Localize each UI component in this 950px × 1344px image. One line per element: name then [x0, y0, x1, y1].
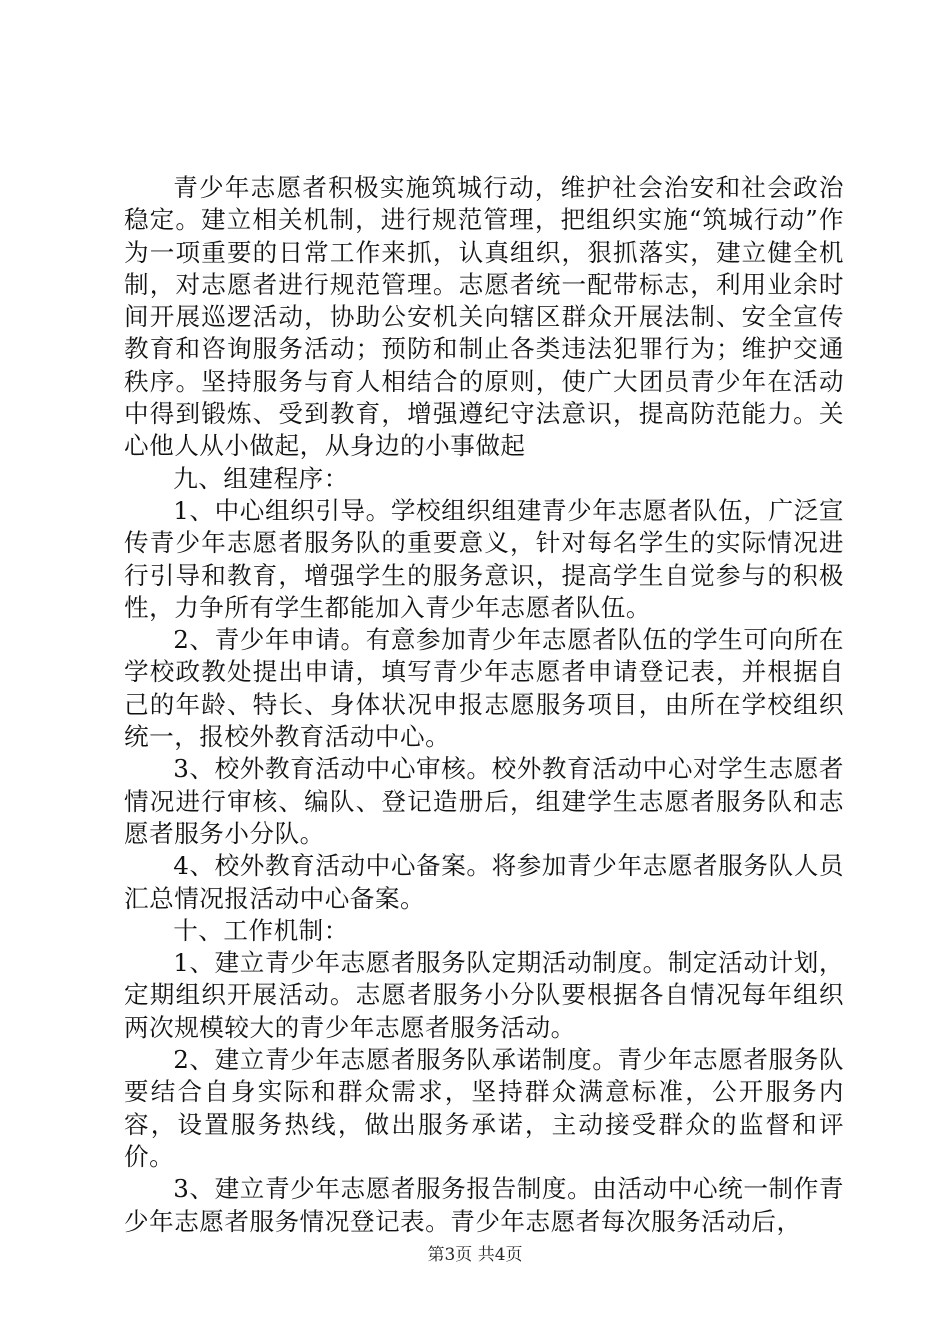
paragraph-step-3-review: 3、校外教育活动中心审核。校外教育活动中心对学生志愿者情况进行审核、编队、登记造册后，组建学生志愿者服务队和志愿者服务小分队。 [124, 754, 844, 848]
paragraph-mechanism-2-commitment: 2、建立青少年志愿者服务队承诺制度。青少年志愿者服务队要结合自身实际和群众需求，坚持群众满意标准，公开服务内容，设置服务热线，做出服务承诺，主动接受群众的监督和评价。 [124, 1045, 844, 1171]
document-body [124, 172, 844, 1238]
paragraph-filling-city-action: 青少年志愿者积极实施筑城行动，维护社会治安和社会政治稳定。建立相关机制，进行规范管理，把组织实施“筑城行动”作为一项重要的日常工作来抓，认真组织，狠抓落实，建立健全机制，对志愿者进行规范管理。志愿者统一配带标志，利用业余时间开展巡逻活动，协助公安机关向辖区群众开展法制、安全宣传教育和咨询服务活动；预防和制止各类违法犯罪行为；维护交通秩序。坚持服务与育人相结合的原则，使广大团员青少年在活动中得到锻炼、受到教育，增强遵纪守法意识，提高防范能力。关心他人从小做起，从身边的小事做起 [124, 173, 844, 461]
paragraph-step-4-filing: 4、校外教育活动中心备案。将参加青少年志愿者服务队人员汇总情况报活动中心备案。 [124, 851, 844, 913]
page-number-footer: 第3页 共4页 [427, 1245, 523, 1265]
paragraph-mechanism-3-reporting: 3、建立青少年志愿者服务报告制度。由活动中心统一制作青少年志愿者服务情况登记表。青少年志愿者每次服务活动后， [124, 1174, 844, 1236]
paragraph-mechanism-1-regular-activity: 1、建立青少年志愿者服务队定期活动制度。制定活动计划，定期组织开展活动。志愿者服务小分队要根据各自情况每年组织两次规模较大的青少年志愿者服务活动。 [124, 948, 844, 1042]
paragraph-step-2-application: 2、青少年申请。有意参加青少年志愿者队伍的学生可向所在学校政教处提出申请，填写青少年志愿者申请登记表，并根据自己的年龄、特长、身体状况申报志愿服务项目，由所在学校组织统一，报校外教育活动中心。 [124, 625, 844, 752]
heading-work-mechanism: 十、工作机制： [173, 915, 349, 945]
paragraph-step-1-guidance: 1、中心组织引导。学校组织组建青少年志愿者队伍，广泛宣传青少年志愿者服务队的重要意义，针对每名学生的实际情况进行引导和教育，增强学生的服务意识，提高学生自觉参与的积极性，力争所有学生都能加入青少年志愿者队伍。 [124, 495, 844, 622]
heading-organization-procedure: 九、组建程序： [173, 463, 349, 493]
